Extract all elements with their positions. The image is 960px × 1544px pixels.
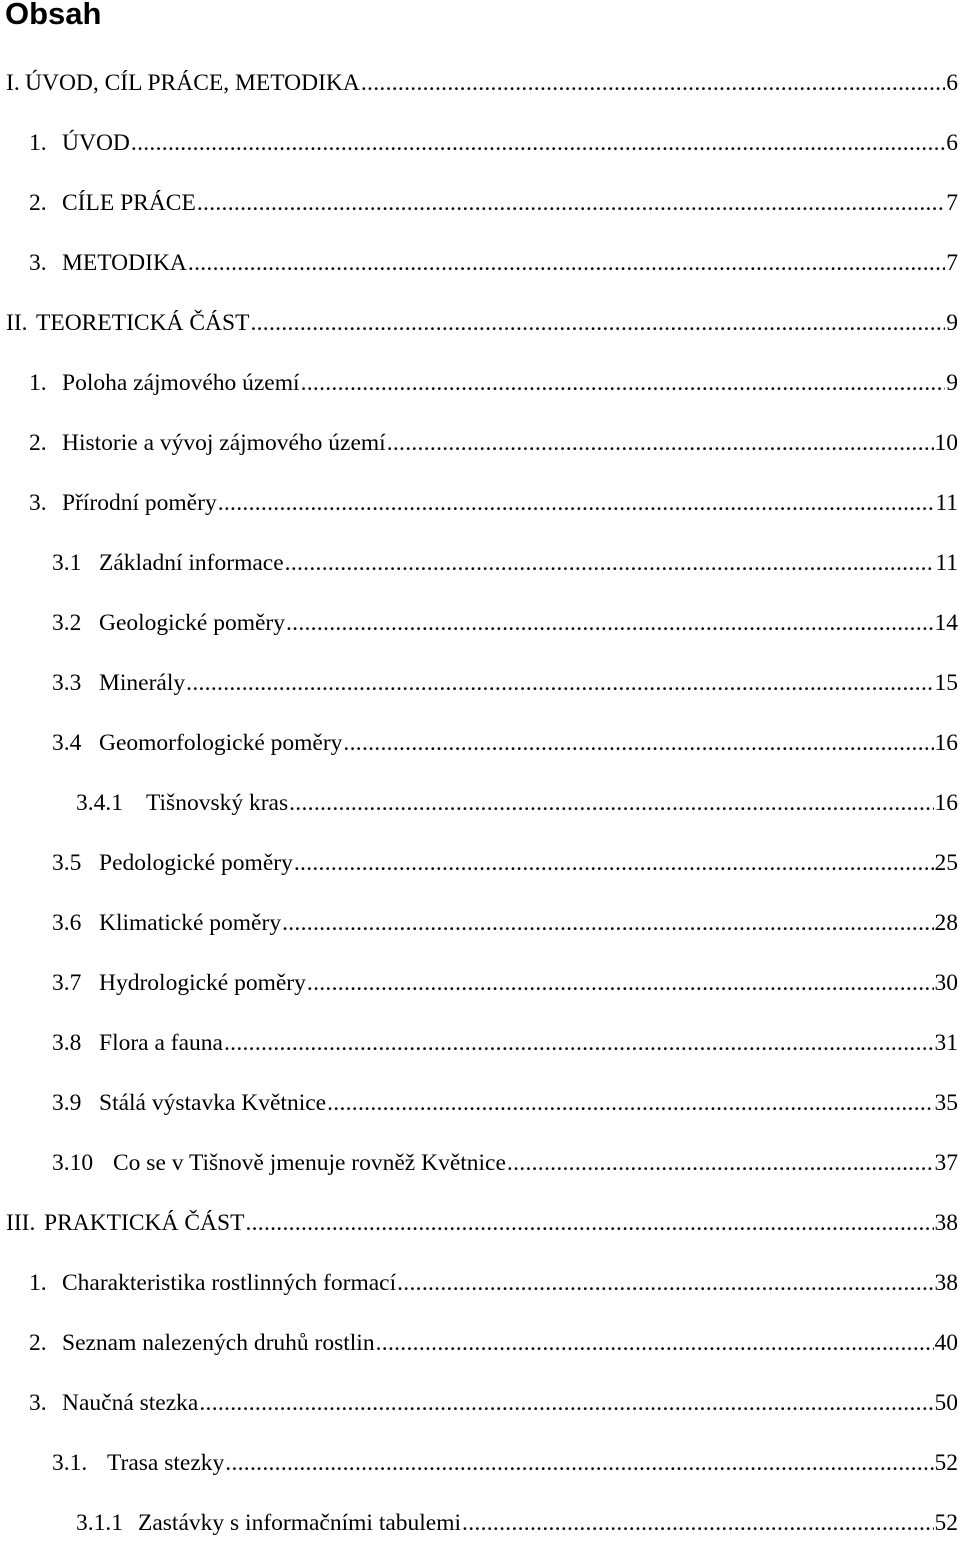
toc-entry-2-1[interactable]: [29, 368, 958, 398]
toc-entry-part-2[interactable]: [6, 308, 958, 338]
toc-entry-label: METODIKA: [62, 250, 187, 276]
toc-entry-page: 38: [934, 1270, 958, 1296]
toc-entry-number: 3.6: [52, 910, 82, 936]
toc-entry-3-3[interactable]: [52, 668, 958, 698]
toc-entry-label: Hydrologické poměry: [99, 970, 306, 996]
toc-leader-dots: [285, 548, 935, 578]
toc-leader-dots: [462, 1508, 933, 1538]
toc-entry-page: 7: [946, 250, 958, 276]
toc-entry-page: 25: [934, 850, 958, 876]
toc-entry-number: 3.7: [52, 970, 82, 996]
page-title: Obsah: [5, 0, 102, 31]
toc-leader-dots: [307, 968, 934, 998]
toc-entry-page: 40: [934, 1330, 958, 1356]
toc-entry-label: PRAKTICKÁ ČÁST: [44, 1210, 245, 1236]
toc-leader-dots: [361, 68, 945, 98]
toc-entry-label: Naučná stezka: [62, 1390, 199, 1416]
toc-entry-2[interactable]: [29, 188, 958, 218]
toc-entry-label: Stálá výstavka Květnice: [99, 1090, 327, 1116]
toc-entry-label: Historie a vývoj zájmového území: [62, 430, 386, 456]
toc-entry-part-1[interactable]: I. ÚVOD, CÍL PRÁCE, METODIKA ..... 6: [6, 68, 958, 98]
toc-entry-number: 1.: [29, 130, 47, 156]
toc-entry-label: CÍLE PRÁCE: [62, 190, 196, 216]
toc-entry-3-sec-2[interactable]: [29, 1328, 958, 1358]
toc-leader-dots: [397, 1268, 933, 1298]
toc-entry-page: 7: [946, 190, 958, 216]
toc-entry-number: 3.4.1: [76, 790, 123, 816]
toc-entry-page: 16: [934, 730, 958, 756]
toc-entry-page: 28: [934, 910, 958, 936]
toc-entry-number: 3.: [29, 490, 47, 516]
toc-entry-page: 31: [934, 1030, 958, 1056]
toc-entry-1[interactable]: [29, 128, 958, 158]
toc-leader-dots: [131, 128, 945, 158]
toc-entry-page: 15: [934, 670, 958, 696]
toc-entry-page: 9: [946, 310, 958, 336]
toc-entry-3-10[interactable]: [52, 1148, 958, 1178]
toc-leader-dots: [289, 788, 933, 818]
toc-entry-label: Seznam nalezených druhů rostlin: [62, 1330, 375, 1356]
toc-entry-number: 3.5: [52, 850, 82, 876]
toc-entry-3-9[interactable]: [52, 1088, 958, 1118]
toc-leader-dots: [327, 1088, 933, 1118]
toc-entry-page: 6: [946, 130, 958, 156]
toc-entry-label: Co se v Tišnově jmenuje rovněž Květnice: [113, 1150, 506, 1176]
toc-entry-label: Geomorfologické poměry: [99, 730, 343, 756]
toc-entry-page: 52: [934, 1450, 958, 1476]
toc-leader-dots: [218, 488, 935, 518]
toc-entry-3-sec-1[interactable]: [29, 1268, 958, 1298]
toc-leader-dots: [387, 428, 934, 458]
toc-entry-number: 3.1.: [52, 1450, 88, 1476]
toc-entry-label: Tišnovský kras: [146, 790, 289, 816]
toc-entry-page: 16: [934, 790, 958, 816]
toc-entry-label: Minerály: [99, 670, 186, 696]
toc-entry-3-2[interactable]: [52, 608, 958, 638]
toc-entry-page: 11: [935, 550, 958, 576]
toc-entry-number: 2.: [29, 430, 47, 456]
toc-entry-label: Základní informace: [99, 550, 284, 576]
toc-entry-3-sec-3-1[interactable]: [52, 1448, 958, 1478]
toc-entry-number: III.: [6, 1210, 36, 1236]
toc-entry-label: Klimatické poměry: [99, 910, 282, 936]
toc-entry-number: II.: [6, 310, 28, 336]
toc-entry-3-4-1[interactable]: [76, 788, 958, 818]
toc-leader-dots: [294, 848, 934, 878]
toc-entry-3-sec-3-1-1[interactable]: [76, 1508, 958, 1538]
toc-entry-number: 3.1: [52, 550, 82, 576]
toc-entry-part-3[interactable]: [6, 1208, 958, 1238]
toc-entry-number: 3.4: [52, 730, 82, 756]
toc-entry-number: 2.: [29, 190, 47, 216]
toc-entry-3-7[interactable]: [52, 968, 958, 998]
toc-entry-page: 50: [934, 1390, 958, 1416]
toc-entry-number: 3.9: [52, 1090, 82, 1116]
toc-entry-3[interactable]: [29, 248, 958, 278]
toc-entry-label: Poloha zájmového území: [62, 370, 300, 396]
toc-entry-label: Pedologické poměry: [99, 850, 293, 876]
toc-leader-dots: [376, 1328, 934, 1358]
toc-leader-dots: [199, 1388, 933, 1418]
toc-entry-label: Flora a fauna: [99, 1030, 223, 1056]
toc-entry-number: 1.: [29, 370, 47, 396]
toc-entry-number: 3.: [29, 250, 47, 276]
toc-entry-3-4[interactable]: [52, 728, 958, 758]
toc-leader-dots: [224, 1028, 934, 1058]
toc-entry-label: TEORETICKÁ ČÁST: [36, 310, 250, 336]
toc-entry-page: 35: [934, 1090, 958, 1116]
toc-entry-number: 3.2: [52, 610, 82, 636]
toc-entry-page: 38: [934, 1210, 958, 1236]
toc-entry-number: 1.: [29, 1270, 47, 1296]
toc-leader-dots: [197, 188, 945, 218]
toc-leader-dots: [343, 728, 933, 758]
toc-leader-dots: [286, 608, 934, 638]
toc-entry-page: 52: [934, 1510, 958, 1536]
toc-leader-dots: [225, 1448, 933, 1478]
toc-entry-3-5[interactable]: [52, 848, 958, 878]
toc-entry-number: 3.8: [52, 1030, 82, 1056]
toc-entry-2-3[interactable]: [29, 488, 958, 518]
toc-leader-dots: [245, 1208, 933, 1238]
toc-entry-page: 10: [934, 430, 958, 456]
toc-entry-label: ÚVOD: [62, 130, 130, 156]
toc-entry-label: Geologické poměry: [99, 610, 285, 636]
toc-entry-number: 2.: [29, 1330, 47, 1356]
toc-leader-dots: [282, 908, 933, 938]
toc-entry-page: 37: [934, 1150, 958, 1176]
toc-entry-label: Trasa stezky: [107, 1450, 225, 1476]
toc-entry-label: Zastávky s informačními tabulemi: [138, 1510, 462, 1536]
toc-entry-page: 11: [935, 490, 958, 516]
toc-entry-page: 9: [946, 370, 958, 396]
toc-entry-number: 3.10: [52, 1150, 94, 1176]
toc-entry-number: 3.: [29, 1390, 47, 1416]
toc-entry-3-1[interactable]: [52, 548, 958, 578]
toc-leader-dots: [186, 668, 933, 698]
toc-leader-dots: [507, 1148, 934, 1178]
toc-leader-dots: [250, 308, 945, 338]
toc-entry-page: 6: [946, 70, 958, 96]
toc-entry-3-8[interactable]: [52, 1028, 958, 1058]
toc-leader-dots: [188, 248, 945, 278]
toc-entry-number: 3.3: [52, 670, 82, 696]
toc-entry-page: 14: [934, 610, 958, 636]
toc-entry-label: ÚVOD, CÍL PRÁCE, METODIKA: [25, 70, 360, 96]
toc-entry-label: Přírodní poměry: [62, 490, 217, 516]
toc-entry-label: Charakteristika rostlinných formací: [62, 1270, 397, 1296]
toc-entry-2-2[interactable]: [29, 428, 958, 458]
toc-entry-3-6[interactable]: [52, 908, 958, 938]
toc-entry-page: 30: [934, 970, 958, 996]
toc-entry-number: 3.1.1: [76, 1510, 123, 1536]
toc-leader-dots: [301, 368, 946, 398]
toc-entry-3-sec-3[interactable]: [29, 1388, 958, 1418]
